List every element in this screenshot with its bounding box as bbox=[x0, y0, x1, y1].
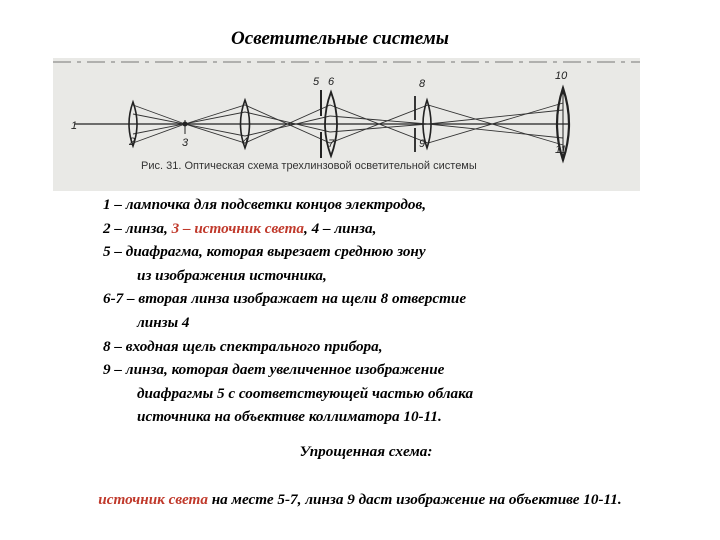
label-3: 3 bbox=[182, 137, 189, 149]
label-9: 9 bbox=[419, 138, 426, 150]
legend-line-6: линзы 4 bbox=[137, 313, 190, 331]
label-5: 5 bbox=[313, 76, 320, 88]
legend-lens-4: , 4 – линза, bbox=[304, 219, 377, 237]
label-8: 8 bbox=[419, 78, 426, 90]
legend-line-7: 8 – входная щель спектрального прибора, bbox=[103, 337, 383, 355]
simplified-light-source: источник света bbox=[98, 491, 208, 508]
legend-line-4: из изображения источника, bbox=[137, 266, 327, 284]
legend-line-10: источника на объективе коллиматора 10-11. bbox=[137, 408, 442, 426]
legend-line-9: диафрагмы 5 с соответствующей частью облака bbox=[137, 384, 474, 402]
label-4: 4 bbox=[242, 136, 249, 148]
figure-caption: Рис. 31. Оптическая схема трехлинзовой осветительной системы bbox=[141, 160, 477, 172]
simplified-scheme-text bbox=[0, 491, 720, 509]
label-7: 7 bbox=[328, 138, 335, 150]
legend-line-8: 9 – линза, которая дает увеличенное изображение bbox=[103, 361, 445, 379]
legend-line-2 bbox=[103, 217, 663, 241]
label-11: 11 bbox=[555, 144, 567, 156]
legend-light-source: 3 – источник света bbox=[171, 219, 304, 237]
legend-line-1: 1 – лампочка для подсветки концов электродов, bbox=[103, 196, 427, 213]
label-6: 6 bbox=[328, 76, 335, 88]
legend-line-5: 6-7 – вторая линза изображает на щели 8 отверстие bbox=[103, 290, 467, 308]
page-title: Осветительные системы bbox=[231, 28, 449, 49]
simplified-scheme-title: Упрощенная схема: bbox=[299, 443, 433, 460]
legend-line-3: 5 – диафрагма, которая вырезает среднюю зону bbox=[103, 243, 426, 261]
legend bbox=[103, 193, 663, 429]
label-2: 2 bbox=[129, 136, 136, 148]
simplified-rest: на месте 5-7, линза 9 даст изображение на объективе 10-11. bbox=[207, 491, 622, 508]
label-1: 1 bbox=[71, 120, 78, 132]
label-10: 10 bbox=[555, 70, 568, 82]
optical-scheme-figure bbox=[53, 58, 640, 191]
legend-lens-2: 2 – линза, bbox=[103, 219, 172, 237]
